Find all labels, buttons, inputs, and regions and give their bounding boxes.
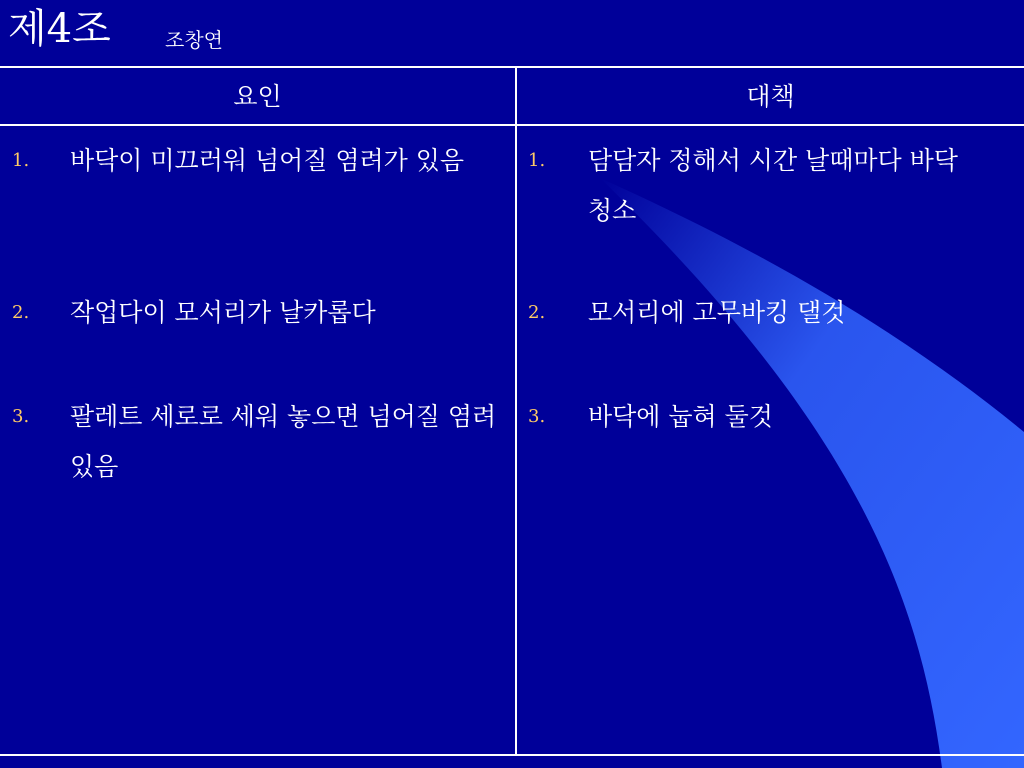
author-name: 조창연 [165, 28, 223, 52]
list-number: 2. [12, 302, 30, 323]
causes-list [12, 136, 507, 492]
list-item [528, 392, 1008, 442]
header-causes: 요인 [233, 82, 282, 111]
table-bottom-border [0, 754, 1024, 756]
measures-list [528, 136, 1008, 442]
list-item-text: 팔레트 세로로 세워 놓으면 넘어질 염려있음 [70, 402, 497, 481]
list-item-text: 바닥에 눕혀 둘것 [588, 402, 773, 431]
table-top-border [0, 66, 1024, 68]
list-item [528, 288, 1008, 392]
slide-title: 제4조 [8, 6, 111, 52]
list-item [12, 392, 507, 492]
list-number: 1. [528, 150, 546, 171]
list-number: 3. [528, 406, 546, 427]
list-number: 3. [12, 406, 30, 427]
table-column-divider [515, 66, 517, 756]
list-number: 2. [528, 302, 546, 323]
list-item [528, 136, 968, 288]
list-item-text: 바닥이 미끄러워 넘어질 염려가 있음 [70, 146, 465, 175]
cause-measure-table [0, 66, 1024, 756]
list-item [12, 288, 507, 392]
list-item-text: 모서리에 고무바킹 댈것 [588, 298, 846, 327]
table-header-divider [0, 124, 1024, 126]
header-measures: 대책 [746, 82, 795, 111]
list-number: 1. [12, 150, 30, 171]
list-item-text: 작업다이 모서리가 날카롭다 [70, 298, 376, 327]
list-item-text: 담담자 정해서 시간 날때마다 바닥청소 [588, 146, 958, 225]
list-item [12, 136, 507, 288]
